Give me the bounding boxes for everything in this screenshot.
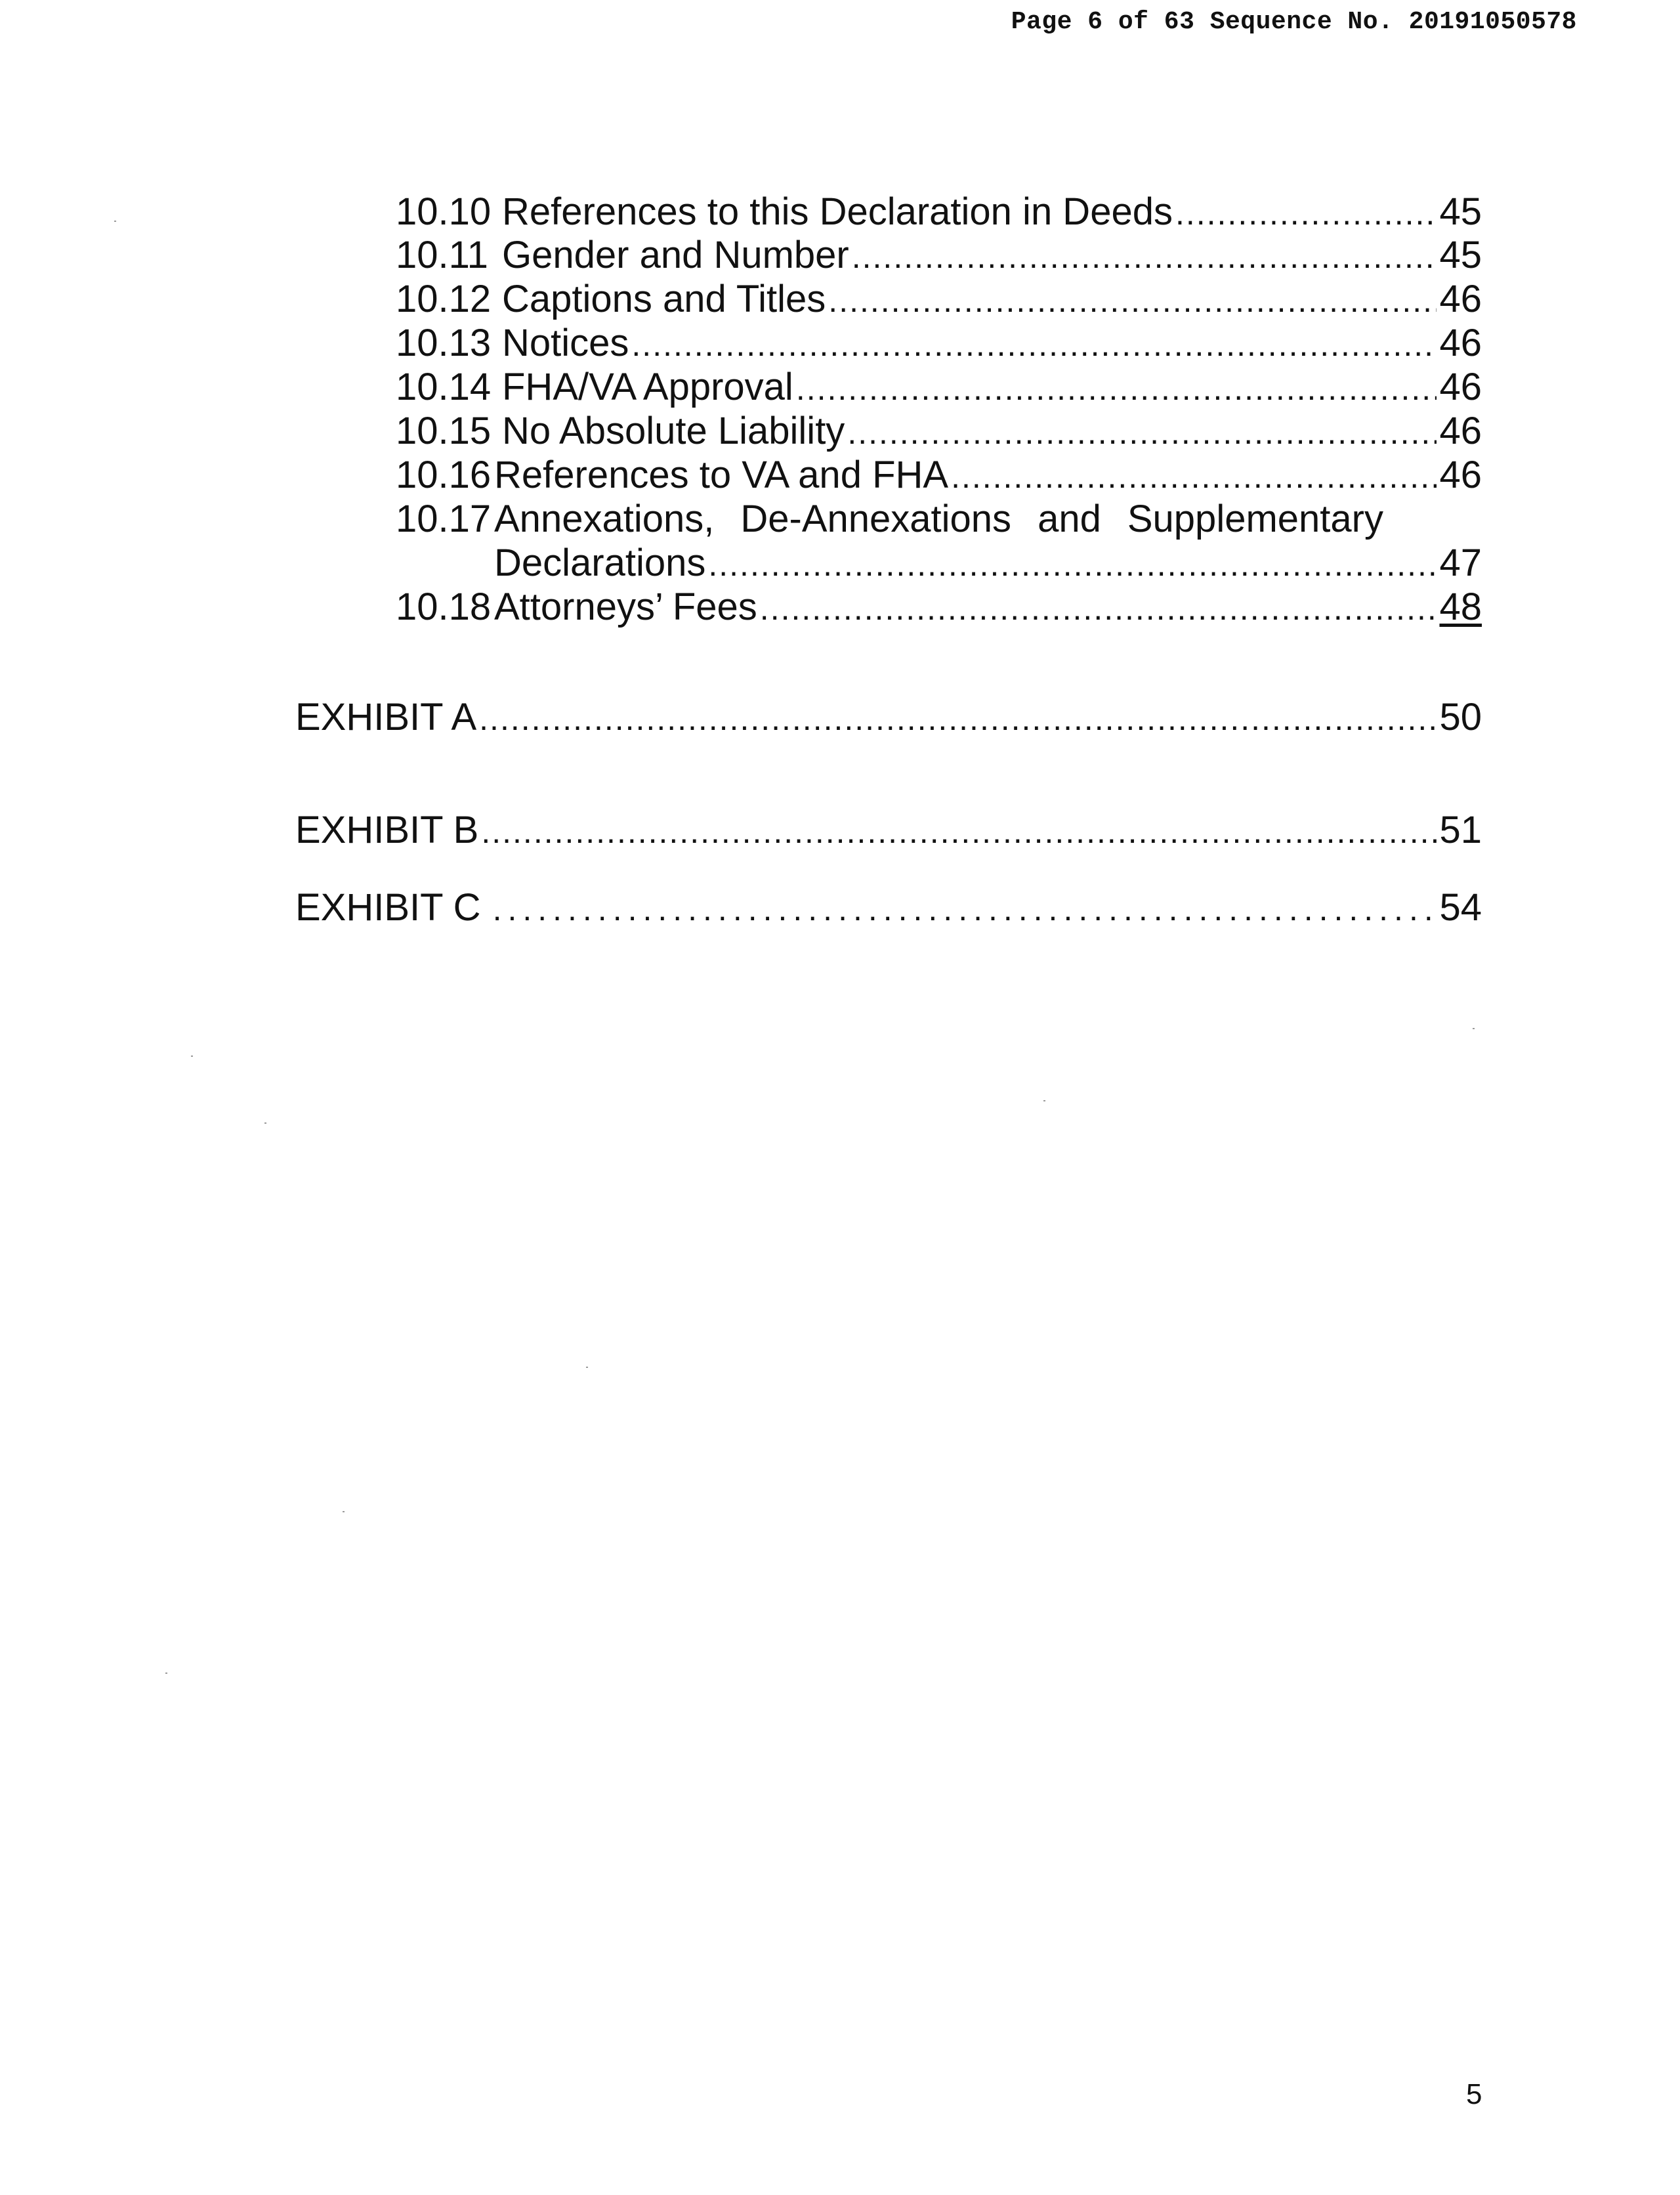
scan-speck: [586, 1367, 588, 1368]
section-title: Attorneys’ Fees: [494, 586, 757, 628]
section-number: 10.14: [396, 366, 492, 408]
page-number: 46: [1439, 278, 1482, 320]
page-number: 46: [1439, 322, 1482, 364]
scan-speck: [114, 221, 116, 222]
section-title: Gender and Number: [502, 234, 849, 276]
toc-entry-10-16: [396, 454, 1482, 498]
section-number: 10.10: [396, 190, 492, 233]
page-number: 46: [1439, 410, 1482, 452]
dot-leader: [760, 587, 1437, 630]
page-number: 45: [1439, 234, 1482, 276]
title-word: De-Annexations: [740, 498, 1012, 540]
section-number: 10.17: [396, 498, 492, 540]
page-number: 46: [1439, 366, 1482, 408]
dot-leader: [631, 323, 1437, 366]
toc-entry-10-11: [396, 234, 1482, 278]
page-number: 50: [1439, 696, 1482, 738]
toc-entry-exhibit-b: [295, 809, 1482, 853]
toc-entry-10-13: [396, 322, 1482, 366]
section-title: Notices: [502, 322, 629, 364]
toc-entry-10-18: [396, 586, 1482, 630]
section-number: 10.15: [396, 410, 492, 452]
scan-speck: [191, 1055, 193, 1057]
section-number: 10.13: [396, 322, 492, 364]
section-title-line2: Declarations: [494, 542, 706, 584]
footer-page-number: 5: [1466, 2078, 1482, 2110]
exhibit-title: EXHIBIT C: [295, 886, 481, 929]
toc-entry-10-12: [396, 278, 1482, 322]
page-number: 47: [1439, 542, 1482, 584]
dot-leader: [828, 279, 1437, 322]
section-number: 10.18: [396, 586, 492, 628]
scan-speck: [264, 1122, 266, 1124]
exhibit-title: EXHIBIT A: [295, 696, 477, 738]
section-title: References to this Declaration in Deeds: [502, 190, 1173, 233]
toc-entry-10-17-line2: [494, 542, 1482, 586]
dot-leader: [852, 235, 1437, 278]
exhibit-title: EXHIBIT B: [295, 809, 479, 851]
section-number: 10.11: [396, 234, 488, 276]
dot-leader: [481, 810, 1437, 853]
dot-leader: [796, 367, 1437, 410]
scan-speck: [165, 1673, 167, 1674]
section-title: FHA/VA Approval: [502, 366, 793, 408]
toc-entry-10-17-line1: [396, 498, 1383, 541]
page-number: 46: [1439, 454, 1482, 496]
section-title-line1: [494, 498, 1383, 541]
dot-leader: [479, 697, 1437, 740]
section-title: No Absolute Liability: [502, 410, 845, 452]
scan-speck: [1473, 1028, 1475, 1029]
dot-leader: [708, 543, 1437, 586]
scan-speck: [343, 1511, 345, 1512]
toc-entry-exhibit-a: [295, 696, 1482, 740]
dot-leader: [951, 455, 1437, 498]
title-word: and: [1038, 498, 1101, 540]
toc-entry-10-10: [396, 190, 1482, 235]
title-word: Supplementary: [1127, 498, 1383, 540]
title-word: Annexations,: [494, 498, 715, 540]
section-title: References to VA and FHA: [494, 454, 949, 496]
toc-entry-10-15: [396, 410, 1482, 454]
page-number: 54: [1439, 886, 1482, 929]
page-number: 51: [1439, 809, 1482, 851]
dot-leader: [847, 411, 1437, 454]
page-number: 45: [1439, 190, 1482, 233]
section-number: 10.16: [396, 454, 492, 496]
toc-entry-exhibit-c: [295, 886, 1482, 931]
scan-speck: [1043, 1100, 1045, 1101]
section-title: Captions and Titles: [502, 278, 826, 320]
page-header-sequence: Page 6 of 63 Sequence No. 20191050578: [1011, 8, 1577, 36]
toc-entry-10-14: [396, 366, 1482, 410]
page-number: 48: [1439, 586, 1482, 628]
dot-leader: [1175, 192, 1437, 235]
section-number: 10.12: [396, 278, 492, 320]
dot-leader: [493, 887, 1437, 931]
